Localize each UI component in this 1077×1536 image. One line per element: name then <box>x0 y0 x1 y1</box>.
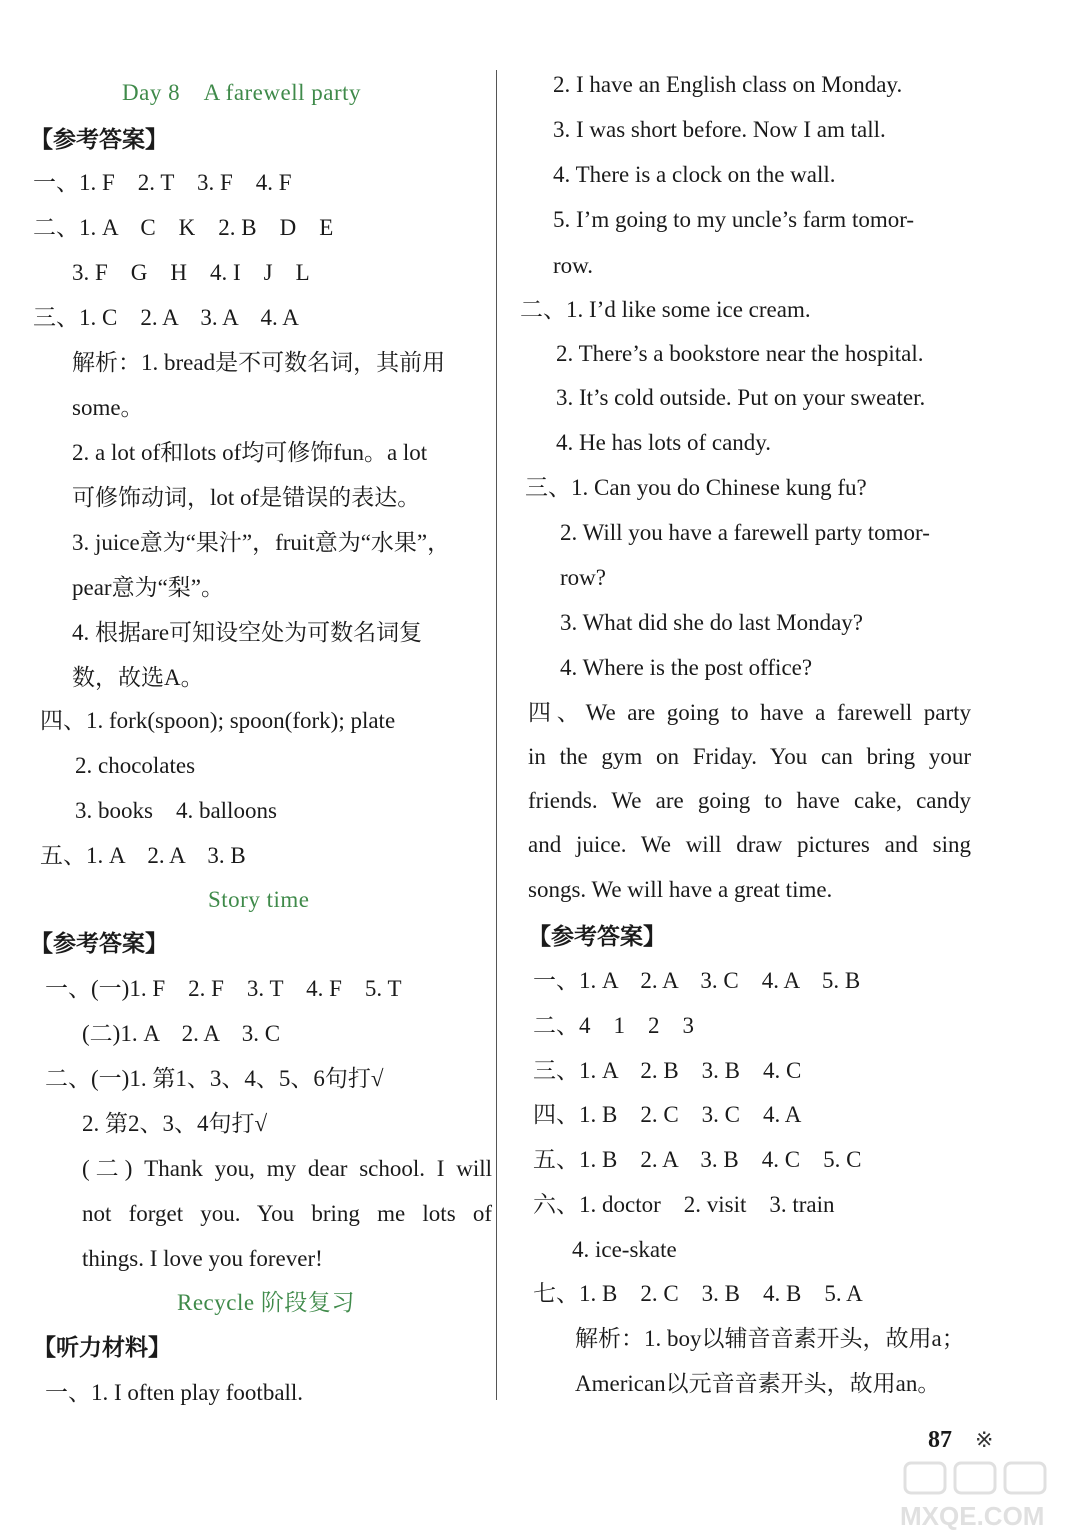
analysis-line: some。 <box>72 395 144 420</box>
answer-line: 三、1. C 2. A 3. A 4. A <box>33 305 299 330</box>
answer-line: 五、1. B 2. A 3. B 4. C 5. C <box>533 1147 862 1172</box>
answer-line: (二)1. A 2. A 3. C <box>82 1021 281 1046</box>
analysis-line: American以元音音素开头，故用an。 <box>575 1371 941 1396</box>
listening-line: 2. I have an English class on Monday. <box>553 72 903 97</box>
answer-line: 六、1. doctor 2. visit 3. train <box>533 1192 835 1217</box>
answer-line: 2. chocolates <box>75 753 196 778</box>
answer-line: 一、1. F 2. T 3. F 4. F <box>33 170 292 195</box>
recycle-title: Recycle 阶段复习 <box>177 1290 355 1315</box>
answer-line: 4. ice-skate <box>572 1237 677 1262</box>
day8-title: Day 8 A farewell party <box>122 80 362 105</box>
analysis-line: 解析：1. boy以辅音音素开头，故用a； <box>575 1326 965 1351</box>
story-text-line: things. I love you forever! <box>82 1246 323 1271</box>
passage-line: 四、We are going to have a farewell party <box>528 700 971 725</box>
analysis-line: pear意为“梨”。 <box>72 575 224 600</box>
analysis-line: 数，故选A。 <box>72 665 204 690</box>
answer-line: 四、1. B 2. C 3. C 4. A <box>533 1102 802 1127</box>
watermark-logo-icon <box>895 1455 1075 1535</box>
analysis-line: 3. juice意为“果汁”，fruit意为“水果”， <box>72 530 451 555</box>
watermark-text: MXQE.COM <box>900 1501 1045 1531</box>
listening-line: 4. Where is the post office? <box>560 655 813 680</box>
answer-line: 七、1. B 2. C 3. B 4. B 5. A <box>533 1281 863 1306</box>
answer-line: 四、1. fork(spoon); spoon(fork); plate <box>40 708 396 733</box>
answer-line: 3. books 4. balloons <box>75 798 277 823</box>
analysis-line: 2. a lot of和lots of均可修饰fun。a lot <box>72 440 428 465</box>
answer-line: 二、1. A C K 2. B D E <box>33 215 334 240</box>
answer-line: 一、1. A 2. A 3. C 4. A 5. B <box>533 968 861 993</box>
listening-line: 一、1. I often play football. <box>45 1380 304 1405</box>
decorative-star-icon: ※ <box>975 1427 994 1452</box>
listening-line: 3. I was short before. Now I am tall. <box>553 117 886 142</box>
story-text-line: not forget you. You bring me lots of <box>82 1201 492 1226</box>
answer-line: 三、1. A 2. B 3. B 4. C <box>533 1058 802 1083</box>
answer-heading: 【参考答案】 <box>528 924 666 949</box>
listening-line: 4. There is a clock on the wall. <box>553 162 836 187</box>
listening-line: 5. I’m going to my uncle’s farm tomor- <box>553 207 915 232</box>
answer-heading: 【参考答案】 <box>30 127 168 152</box>
answer-line: 3. F G H 4. I J L <box>72 260 310 285</box>
story-text-line: (二) Thank you, my dear school. I will <box>82 1156 492 1181</box>
passage-line: songs. We will have a great time. <box>528 877 833 902</box>
passage-line: and juice. We will draw pictures and sing <box>528 832 971 857</box>
listening-line: 4. He has lots of candy. <box>556 430 772 455</box>
listening-line: row. <box>553 253 594 278</box>
listening-line: 3. It’s cold outside. Put on your sweater. <box>556 385 926 410</box>
listening-line: 三、1. Can you do Chinese kung fu? <box>525 475 867 500</box>
story-time-title: Story time <box>208 887 310 912</box>
analysis-line: 可修饰动词，lot of是错误的表达。 <box>72 485 421 510</box>
listening-line: 2. There’s a bookstore near the hospital. <box>556 341 924 366</box>
listening-line: 2. Will you have a farewell party tomor- <box>560 520 930 545</box>
listening-line: 二、1. I’d like some ice cream. <box>520 297 811 322</box>
answer-line: 五、1. A 2. A 3. B <box>40 843 246 868</box>
answer-heading: 【参考答案】 <box>30 931 168 956</box>
listening-heading: 【听力材料】 <box>33 1335 171 1360</box>
listening-line: 3. What did she do last Monday? <box>560 610 863 635</box>
answer-line: 二、4 1 2 3 <box>533 1013 694 1038</box>
analysis-line: 4. 根据are可知设空处为可数名词复 <box>72 620 423 645</box>
passage-line: in the gym on Friday. You can bring your <box>528 744 971 769</box>
answer-line: 一、(一)1. F 2. F 3. T 4. F 5. T <box>45 976 402 1001</box>
column-divider <box>496 70 497 1400</box>
answer-line: 二、(一)1. 第1、3、4、5、6句打√ <box>45 1066 384 1091</box>
page-number: 87 <box>928 1427 952 1453</box>
passage-line: friends. We are going to have cake, candy <box>528 788 971 813</box>
answer-line: 2. 第2、3、4句打√ <box>82 1111 268 1136</box>
listening-line: row? <box>560 565 606 590</box>
analysis-line: 解析：1. bread是不可数名词，其前用 <box>72 350 446 375</box>
